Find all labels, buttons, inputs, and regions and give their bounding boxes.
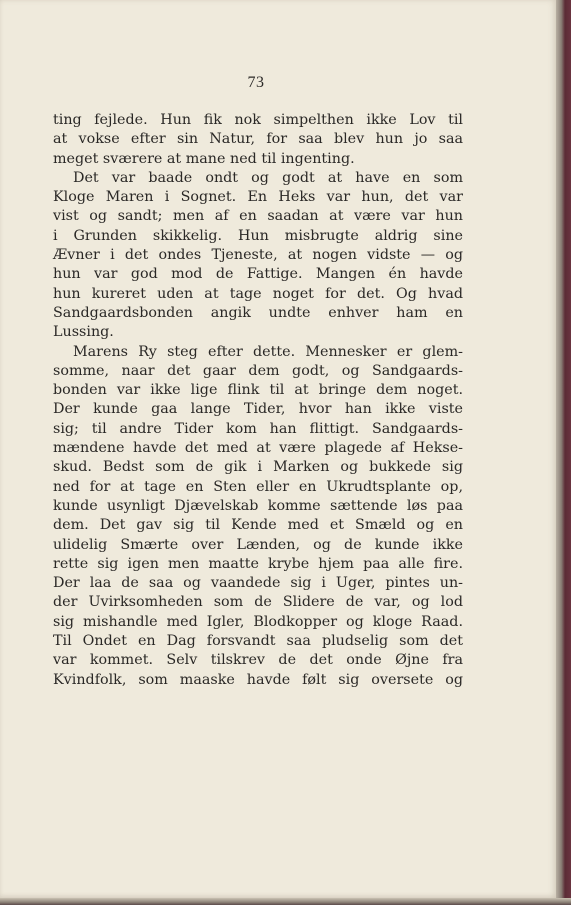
text-line: meget sværere at mane ned til ingenting. <box>53 150 355 167</box>
text-line: var kommet. Selv tilskrev de det onde Øjne fra <box>53 652 463 669</box>
text-line: Der laa de saa og vaandede sig i Uger, pintes un- <box>53 575 463 592</box>
text-line: ned for at tage en Sten eller en Ukrudtsplante op, <box>53 478 463 495</box>
text-line: hun var god mod de Fattige. Mangen én havde <box>53 266 463 283</box>
page-number: 73 <box>247 74 265 91</box>
text-line: skud. Bedst som de gik i Marken og bukkede sig <box>53 459 463 476</box>
text-line: der Uvirksomheden som de Slidere de var, og lod <box>53 594 463 611</box>
text-line: sig mishandle med Igler, Blodkopper og kloge Raad. <box>53 613 463 630</box>
text-line: dem. Det gav sig til Kende med et Smæld og en <box>53 517 463 534</box>
text-line: i Grunden skikkelig. Hun misbrugte aldrig sine <box>53 227 463 244</box>
text-line: Ævner i det ondes Tjeneste, at nogen vidste — og <box>53 247 463 264</box>
text-line: Til Ondet en Dag forsvandt saa pludselig som det <box>53 633 463 650</box>
text-line: mændene havde det med at være plagede af Hekse- <box>53 440 463 457</box>
text-line: Sandgaardsbonden angik undte enhver ham en <box>53 304 463 321</box>
text-line: vist og sandt; men af en saadan at være var hun <box>53 208 463 225</box>
text-line: bonden var ikke lige flink til at bringe dem noget. <box>53 382 463 399</box>
text-line: Marens Ry steg efter dette. Mennesker er glem- <box>73 343 463 360</box>
text-line: Kloge Maren i Sognet. En Heks var hun, det var <box>53 189 463 206</box>
text-line: ulidelig Smærte over Lænden, og de kunde ikke <box>53 536 463 553</box>
text-line: rette sig igen men maatte krybe hjem paa alle fire. <box>53 555 463 572</box>
text-line: Lussing. <box>53 324 114 341</box>
text-line: at vokse efter sin Natur, for saa blev hun jo saa <box>53 131 463 148</box>
text-line: Det var baade ondt og godt at have en som <box>73 169 463 186</box>
text-line: hun kureret uden at tage noget for det. Og hvad <box>53 285 463 302</box>
text-line: Der kunde gaa lange Tider, hvor han ikke viste <box>53 401 463 418</box>
text-line: ting fejlede. Hun fik nok simpelthen ikke Lov til <box>53 112 463 128</box>
text-line: sig; til andre Tider kom han flittigt. Sandgaards- <box>53 420 463 437</box>
body-text <box>53 111 463 690</box>
page-bottom-edge <box>0 898 571 905</box>
book-spine-edge <box>556 0 571 905</box>
text-line: kunde usynligt Djævelskab komme sættende løs paa <box>53 497 463 514</box>
text-line: Kvindfolk, som maaske havde følt sig oversete og <box>53 671 463 688</box>
text-line: somme, naar det gaar dem godt, og Sandgaards- <box>53 362 463 379</box>
